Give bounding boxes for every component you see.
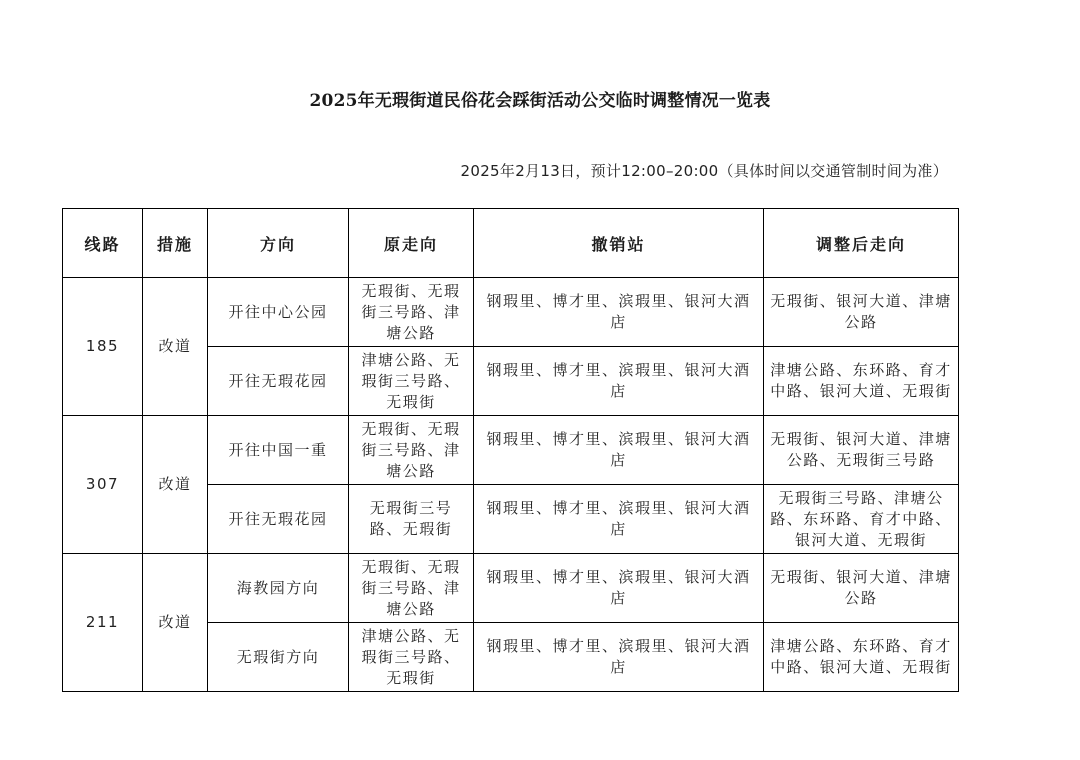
cancelled-stops-cell: 钢瑕里、博才里、滨瑕里、银河大酒店 bbox=[474, 347, 764, 416]
original-route-cell: 津塘公路、无瑕街三号路、无瑕街 bbox=[349, 347, 474, 416]
direction-cell: 海教园方向 bbox=[208, 554, 349, 623]
cancelled-stops-cell: 钢瑕里、博才里、滨瑕里、银河大酒店 bbox=[474, 485, 764, 554]
measure-cell: 改道 bbox=[143, 416, 208, 554]
route-number-cell: 307 bbox=[63, 416, 143, 554]
header-adjusted-route: 调整后走向 bbox=[764, 209, 959, 278]
table-row bbox=[63, 554, 959, 623]
original-route-cell: 津塘公路、无瑕街三号路、无瑕街 bbox=[349, 623, 474, 692]
cancelled-stops-cell: 钢瑕里、博才里、滨瑕里、银河大酒店 bbox=[474, 554, 764, 623]
cancelled-stops-cell: 钢瑕里、博才里、滨瑕里、银河大酒店 bbox=[474, 416, 764, 485]
direction-cell: 开往无瑕花园 bbox=[208, 485, 349, 554]
measure-cell: 改道 bbox=[143, 554, 208, 692]
document-title: 2025年无瑕街道民俗花会踩街活动公交临时调整情况一览表 bbox=[309, 91, 771, 111]
direction-cell: 开往中国一重 bbox=[208, 416, 349, 485]
measure-cell: 改道 bbox=[143, 278, 208, 416]
header-route: 线路 bbox=[63, 209, 143, 278]
route-number-cell: 211 bbox=[63, 554, 143, 692]
original-route-cell: 无瑕街、无瑕街三号路、津塘公路 bbox=[349, 278, 474, 347]
table-body bbox=[63, 278, 959, 692]
header-original-route: 原走向 bbox=[349, 209, 474, 278]
direction-cell: 开往中心公园 bbox=[208, 278, 349, 347]
cancelled-stops-cell: 钢瑕里、博才里、滨瑕里、银河大酒店 bbox=[474, 623, 764, 692]
document-date-note: 2025年2月13日，预计12:00–20:00（具体时间以交通管制时间为准） bbox=[460, 162, 948, 180]
route-number-cell: 185 bbox=[63, 278, 143, 416]
header-cancelled-stops: 撤销站 bbox=[474, 209, 764, 278]
original-route-cell: 无瑕街、无瑕街三号路、津塘公路 bbox=[349, 416, 474, 485]
adjusted-route-cell: 无瑕街三号路、津塘公路、东环路、育才中路、银河大道、无瑕街 bbox=[764, 485, 959, 554]
original-route-cell: 无瑕街、无瑕街三号路、津塘公路 bbox=[349, 554, 474, 623]
direction-cell: 无瑕街方向 bbox=[208, 623, 349, 692]
adjusted-route-cell: 无瑕街、银河大道、津塘公路 bbox=[764, 278, 959, 347]
cancelled-stops-cell: 钢瑕里、博才里、滨瑕里、银河大酒店 bbox=[474, 278, 764, 347]
header-row bbox=[63, 209, 959, 278]
header-measure: 措施 bbox=[143, 209, 208, 278]
adjusted-route-cell: 津塘公路、东环路、育才中路、银河大道、无瑕街 bbox=[764, 623, 959, 692]
adjusted-route-cell: 无瑕街、银河大道、津塘公路 bbox=[764, 554, 959, 623]
adjusted-route-cell: 无瑕街、银河大道、津塘公路、无瑕街三号路 bbox=[764, 416, 959, 485]
original-route-cell: 无瑕街三号路、无瑕街 bbox=[349, 485, 474, 554]
table-row bbox=[63, 278, 959, 347]
header-direction: 方向 bbox=[208, 209, 349, 278]
adjusted-route-cell: 津塘公路、东环路、育才中路、银河大道、无瑕街 bbox=[764, 347, 959, 416]
bus-adjustment-table bbox=[62, 208, 959, 692]
direction-cell: 开往无瑕花园 bbox=[208, 347, 349, 416]
table-row bbox=[63, 416, 959, 485]
table-header bbox=[63, 209, 959, 278]
